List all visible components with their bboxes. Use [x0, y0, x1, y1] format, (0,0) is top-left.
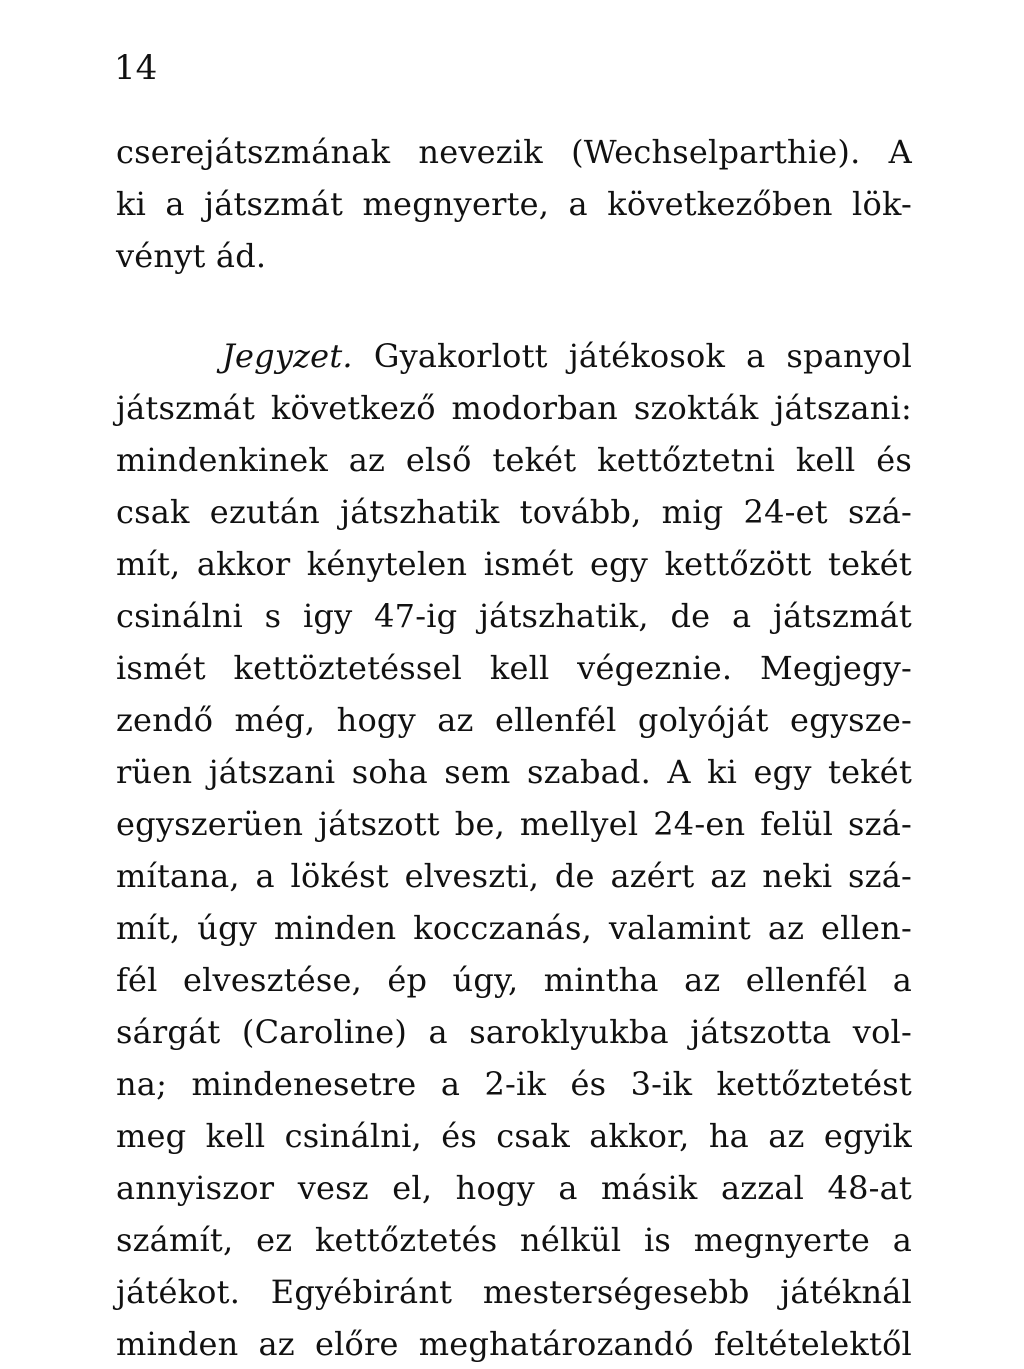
note-line: játékot. Egyébiránt mesterségesebb játéknál [116, 1273, 912, 1311]
note-line: ismét kettöztetéssel kell végeznie. Megjegy- [116, 649, 912, 687]
note-line: mít, akkor kénytelen ismét egy kettőzött tekét [116, 545, 912, 583]
note-line: meg kell csinálni, és csak akkor, ha az egyik [116, 1117, 912, 1155]
note-line: rüen játszani soha sem szabad. A ki egy tekét [116, 753, 912, 791]
note-line: sárgát (Caroline) a saroklyukba játszotta vol- [116, 1013, 912, 1051]
note-line: mít, úgy minden kocczanás, valamint az ellen- [116, 909, 912, 947]
note-line: zendő még, hogy az ellenfél golyóját egysze- [116, 701, 912, 739]
paragraph-line: vényt ád. [116, 237, 267, 275]
note-line: egyszerüen játszott be, mellyel 24-en felül szá- [116, 805, 912, 843]
note-line: játszmát következő modorban szokták játszani: [116, 389, 912, 427]
note-line: minden az előre meghatározandó feltételektől [116, 1325, 912, 1363]
note-first-line-text: Gyakorlott játékosok a spanyol [373, 337, 913, 375]
paragraph-line: ki a játszmát megnyerte, a következőben lök- [116, 185, 912, 223]
note-line: fél elvesztése, ép úgy, mintha az ellenfél a [116, 961, 912, 999]
note-line: mítana, a lökést elveszti, de azért az neki szá- [116, 857, 912, 895]
note-line: mindenkinek az első tekét kettőztetni kell és [116, 441, 912, 479]
note-first-line [222, 336, 912, 376]
note-line: na; mindenesetre a 2-ik és 3-ik kettőztetést [116, 1065, 912, 1103]
page-number: 14 [114, 48, 158, 88]
paragraph-line: cserejátszmának nevezik (Wechselparthie). A [116, 133, 912, 171]
note-line: csak ezután játszhatik tovább, mig 24-et szá- [116, 493, 912, 531]
note-line: csinálni s igy 47-ig játszhatik, de a játszmát [116, 597, 912, 635]
note-line: számít, ez kettőztetés nélkül is megnyerte a [116, 1221, 912, 1259]
note-line: annyiszor vesz el, hogy a másik azzal 48-at [116, 1169, 912, 1207]
note-label: Jegyzet. [222, 337, 353, 375]
